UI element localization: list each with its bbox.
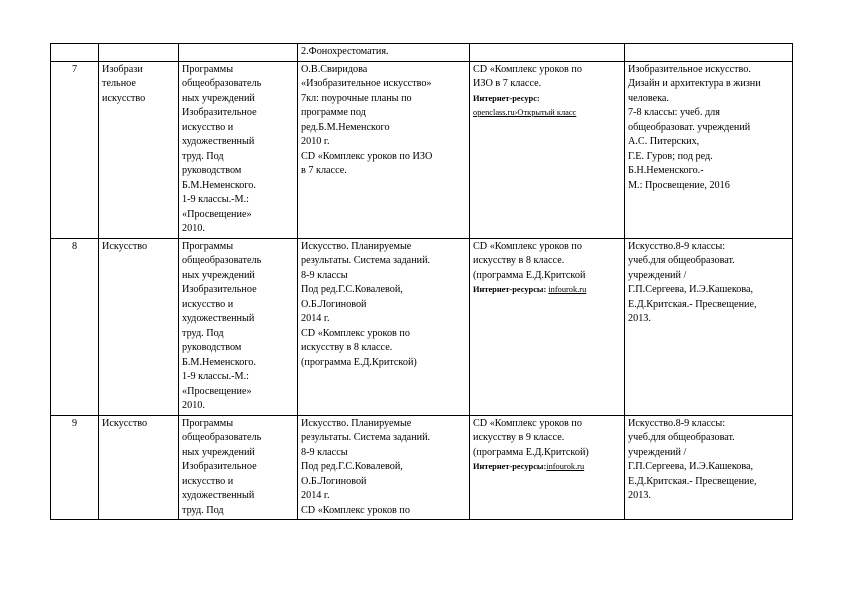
cell-text-line: 1-9 классы.-М.: [182, 194, 249, 205]
cell-text-line: человека. [628, 92, 669, 104]
internet-resource-label: Интернет-ресурсы: [473, 462, 547, 471]
cell-text-line: искусству в 8 классе. [473, 255, 565, 266]
cell-text-line: 2.Фонохрестоматия. [301, 46, 389, 57]
cell-text-line: О.В.Свиридова [301, 63, 368, 75]
cell-text-line: 2013. [628, 490, 651, 501]
cell-text-line: CD «Комплекс уроков по [473, 417, 582, 429]
table-row [51, 44, 793, 62]
cell-text-line: Е.Д.Критская.- Пресвещение, [628, 298, 757, 310]
cell-text-line: О.Б.Логиновой [301, 298, 367, 310]
internet-resource-label: Интернет-ресурсы: [473, 285, 549, 294]
row-number-cell: 8 [51, 238, 99, 415]
cell-text-line: А.С. Питерских, [628, 136, 700, 147]
internet-resource-link[interactable]: infourok.ru [548, 285, 587, 294]
digital-list [473, 417, 621, 461]
cell-text-line: ИЗО в 7 классе. [473, 78, 542, 89]
cell-text-line: Изобразительное искусство. [628, 63, 751, 75]
program-cell [179, 61, 298, 238]
cell-text-line: художественный [182, 490, 255, 501]
digital-resources-cell [470, 238, 625, 415]
cell-text-line: руководством [182, 165, 242, 176]
student-book-cell [625, 415, 793, 520]
cell-text-line: 2010 г. [301, 136, 330, 147]
cell-text-line: 7кл: поурочные планы по [301, 92, 412, 104]
student-book-cell [625, 44, 793, 62]
cell-text-line: Изобразительное [182, 107, 257, 118]
cell-text-line: Искусство. Планируемые [301, 417, 412, 429]
cell-text-line: CD «Комплекс уроков по [473, 63, 582, 75]
cell-text-line: искусство и [182, 475, 234, 487]
internet-resource-label: Интернет-ресурс: [473, 93, 540, 103]
cell-text-line: общеобразователь [182, 432, 262, 443]
cell-text-line: Дизайн и архитектура в жизни [628, 78, 761, 89]
program-cell [179, 238, 298, 415]
digital-resources-cell [470, 415, 625, 520]
digital-resources-cell [470, 44, 625, 62]
textbooks-cell [298, 61, 470, 238]
cell-text-line: труд. Под [182, 504, 224, 516]
student-book-cell [625, 61, 793, 238]
cell-text-line: (программа Е.Д.Критской [473, 269, 586, 281]
cell-text-line: (программа Е.Д.Критской) [301, 356, 417, 368]
cell-text-line: труд. Под [182, 327, 224, 339]
cell-text-line: Е.Д.Критская.- Пресвещение, [628, 475, 757, 487]
cell-text-line: 2010. [182, 400, 205, 411]
cell-text-line: искусство и [182, 121, 234, 133]
textbooks-cell [298, 238, 470, 415]
cell-text-line: ных учреждений [182, 446, 255, 458]
cell-text-line: 7-8 классы: учеб. для [628, 107, 720, 118]
cell-text-line: Г.Е. Гуров; под ред. [628, 150, 713, 162]
textbooks-cell [298, 415, 470, 520]
curriculum-table [50, 43, 793, 520]
cell-text-line: результаты. Система заданий. [301, 432, 431, 443]
cell-text-line: Б.М.Неменского. [182, 356, 256, 368]
cell-text-line: CD «Комплекс уроков по [301, 504, 410, 516]
cell-text-line: учреждений / [628, 269, 687, 281]
cell-text-line: CD «Комплекс уроков по ИЗО [301, 150, 433, 162]
cell-text-line: учреждений / [628, 446, 687, 458]
cell-text-line: Под ред.Г.С.Ковалевой, [301, 284, 403, 295]
digital-resources-cell [470, 61, 625, 238]
cell-text-line: О.Б.Логиновой [301, 475, 367, 487]
cell-text-line: общеобразователь [182, 78, 262, 89]
cell-text-line: руководством [182, 342, 242, 353]
internet-resource-link[interactable]: infourok.ru [546, 462, 585, 471]
row-number-cell [51, 44, 99, 62]
cell-text-line: искусство [102, 92, 146, 104]
cell-text-line: ных учреждений [182, 269, 255, 281]
internet-resource-link[interactable]: openclass.ru›Открытый класс [473, 108, 577, 117]
subject-cell [99, 61, 179, 238]
cell-text-line: искусство и [182, 298, 234, 310]
cell-text-line: результаты. Система заданий. [301, 255, 431, 266]
cell-text-line: общеобразоват. учреждений [628, 121, 751, 133]
cell-text-line: Изобразительное [182, 461, 257, 472]
cell-text-line: тельное [102, 78, 136, 89]
cell-text-line: 2010. [182, 223, 205, 234]
cell-text-line: в 7 классе. [301, 165, 347, 176]
cell-text-line: Искусство.8-9 классы: [628, 417, 726, 429]
cell-text-line: художественный [182, 136, 255, 147]
table-row [51, 415, 793, 520]
row-number-cell: 7 [51, 61, 99, 238]
digital-list [473, 63, 621, 92]
cell-text-line: 1-9 классы.-М.: [182, 371, 249, 382]
cell-text-line: Б.М.Неменского. [182, 179, 256, 191]
cell-text-line: (программа Е.Д.Критской) [473, 446, 589, 458]
cell-text-line: «Просвещение» [182, 385, 252, 397]
table-body [51, 44, 793, 520]
cell-text-line: «Изобразительное искусство» [301, 78, 432, 89]
cell-text-line: программе под [301, 107, 366, 118]
textbooks-cell [298, 44, 470, 62]
subject-cell [99, 44, 179, 62]
cell-text-line: Искусство [102, 240, 148, 252]
digital-list [473, 240, 621, 284]
cell-text-line: искусству в 8 классе. [301, 342, 393, 353]
subject-cell [99, 415, 179, 520]
internet-resource-line [473, 106, 621, 121]
row-number-cell: 9 [51, 415, 99, 520]
cell-text-line: учеб.для общеобразоват. [628, 255, 735, 266]
cell-text-line: труд. Под [182, 150, 224, 162]
cell-text-line: Программы [182, 63, 234, 75]
cell-text-line: ных учреждений [182, 92, 255, 104]
cell-text-line: Под ред.Г.С.Ковалевой, [301, 461, 403, 472]
cell-text-line: 2014 г. [301, 490, 330, 501]
cell-text-line: Г.П.Сергеева, И.Э.Кашекова, [628, 461, 754, 472]
cell-text-line: Искусство. Планируемые [301, 240, 412, 252]
cell-text-line: Изобразительное [182, 284, 257, 295]
cell-text-line: Искусство [102, 417, 148, 429]
program-cell [179, 415, 298, 520]
table-row [51, 238, 793, 415]
cell-text-line: художественный [182, 313, 255, 324]
cell-text-line: 2013. [628, 313, 651, 324]
student-book-cell [625, 238, 793, 415]
cell-text-line: CD «Комплекс уроков по [301, 327, 410, 339]
cell-text-line: 2014 г. [301, 313, 330, 324]
program-cell [179, 44, 298, 62]
cell-text-line: Б.Н.Неменского.- [628, 165, 704, 176]
internet-resource [473, 92, 621, 107]
table-row [51, 61, 793, 238]
cell-text-line: Программы [182, 240, 234, 252]
cell-text-line: учеб.для общеобразоват. [628, 432, 735, 443]
cell-text-line: М.: Просвещение, 2016 [628, 179, 730, 191]
cell-text-line: «Просвещение» [182, 208, 252, 220]
cell-text-line: Программы [182, 417, 234, 429]
cell-text-line: 8-9 классы [301, 269, 348, 281]
internet-resource [473, 283, 621, 298]
cell-text-line: Изобрази [102, 63, 143, 75]
cell-text-line: Г.П.Сергеева, И.Э.Кашекова, [628, 284, 754, 295]
cell-text-line: искусству в 9 классе. [473, 432, 565, 443]
internet-resource [473, 460, 621, 475]
cell-text-line: CD «Комплекс уроков по [473, 240, 582, 252]
cell-text-line: Искусство.8-9 классы: [628, 240, 726, 252]
cell-text-line: общеобразователь [182, 255, 262, 266]
cell-text-line: 8-9 классы [301, 446, 348, 458]
subject-cell [99, 238, 179, 415]
cell-text-line: ред.Б.М.Неменского [301, 121, 390, 133]
